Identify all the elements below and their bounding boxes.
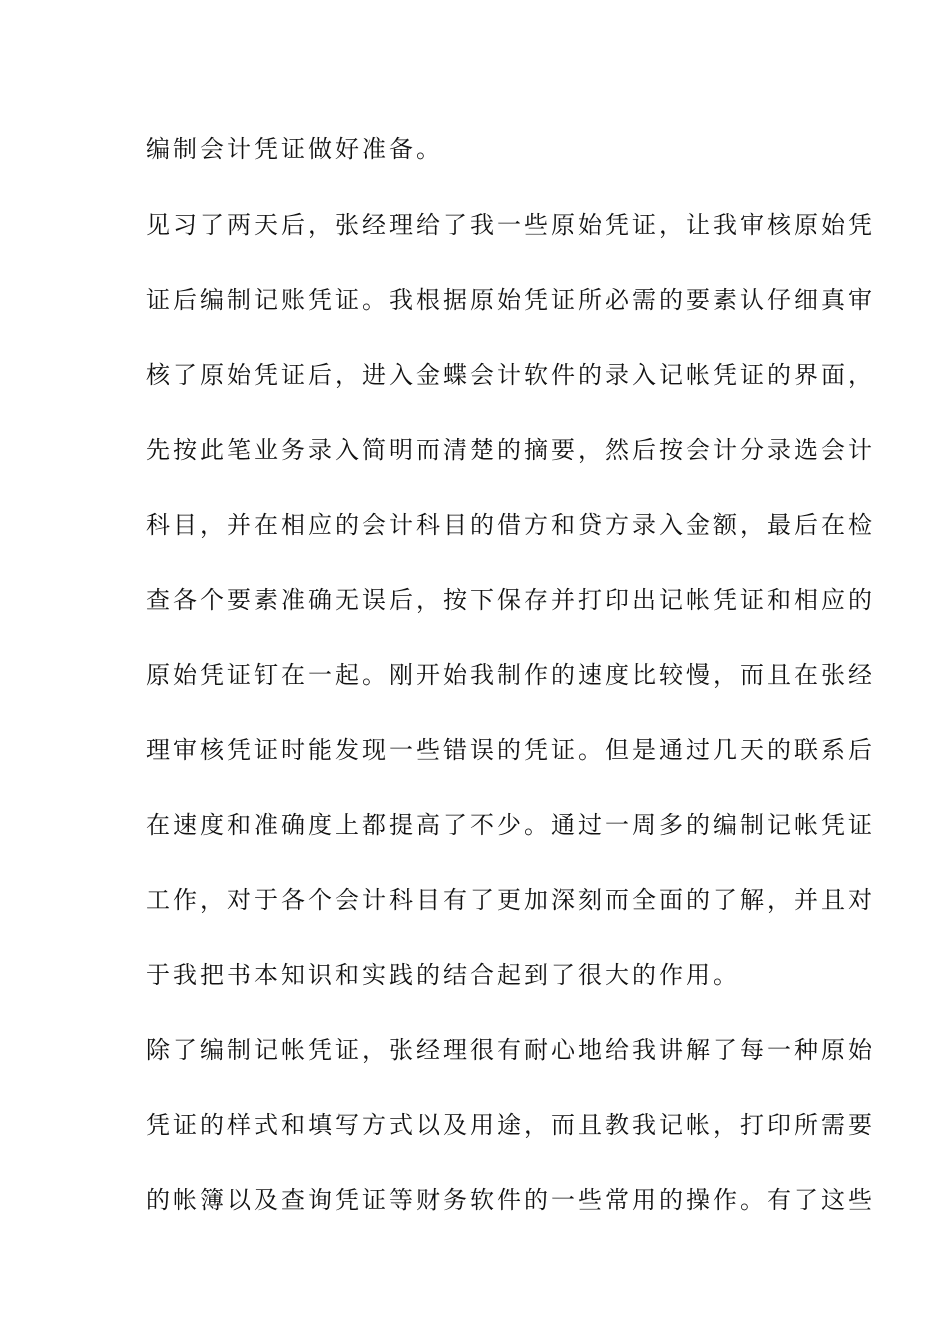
text-line-6: 科目，并在相应的会计科目的借方和贷方录入金额，最后在检: [146, 511, 875, 539]
text-line-3: 证后编制记账凭证。我根据原始凭证所必需的要素认仔细真审: [146, 286, 875, 314]
text-line-11: 工作，对于各个会计科目有了更加深刻而全面的了解，并且对: [146, 886, 875, 914]
text-line-13: 除了编制记帐凭证，张经理很有耐心地给我讲解了每一种原始: [146, 1036, 875, 1064]
text-line-7: 查各个要素准确无误后，按下保存并打印出记帐凭证和相应的: [146, 586, 875, 614]
text-line-10: 在速度和准确度上都提高了不少。通过一周多的编制记帐凭证: [146, 811, 875, 839]
text-line-5: 先按此笔业务录入简明而清楚的摘要，然后按会计分录选会计: [146, 436, 875, 464]
text-line-9: 理审核凭证时能发现一些错误的凭证。但是通过几天的联系后: [146, 736, 875, 764]
text-line-1: 编制会计凭证做好准备。: [146, 135, 443, 163]
text-line-14: 凭证的样式和填写方式以及用途，而且教我记帐，打印所需要: [146, 1111, 875, 1139]
text-line-4: 核了原始凭证后，进入金蝶会计软件的录入记帐凭证的界面，: [146, 361, 875, 389]
text-line-2: 见习了两天后，张经理给了我一些原始凭证，让我审核原始凭: [146, 211, 875, 239]
text-line-12: 于我把书本知识和实践的结合起到了很大的作用。: [146, 961, 740, 989]
text-line-8: 原始凭证钉在一起。刚开始我制作的速度比较慢，而且在张经: [146, 661, 875, 689]
text-line-15: 的帐簿以及查询凭证等财务软件的一些常用的操作。有了这些: [146, 1186, 875, 1214]
